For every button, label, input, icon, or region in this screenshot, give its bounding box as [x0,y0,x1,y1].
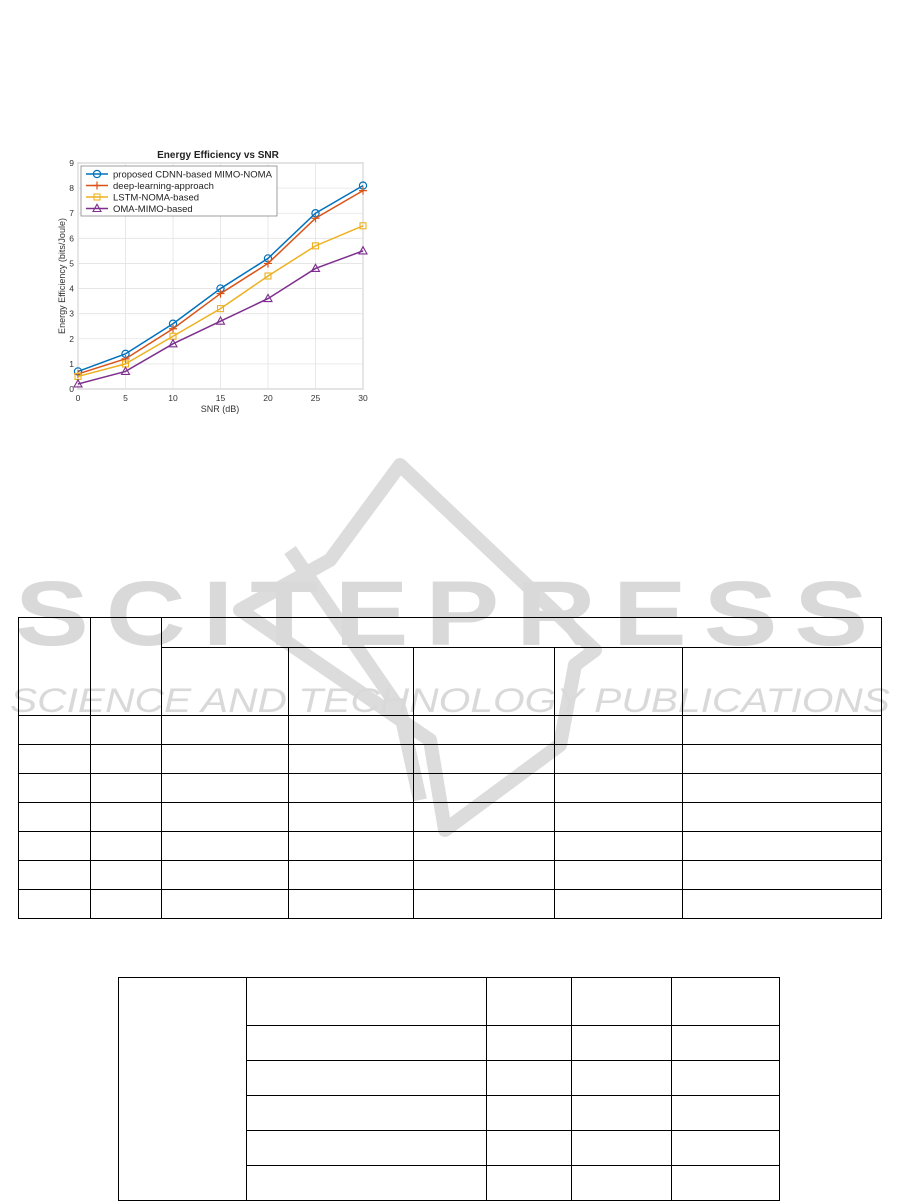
table-label-cell [119,978,247,1201]
table-cell [90,832,161,861]
table-cell [246,1096,487,1131]
table-header-cell [90,618,161,716]
table-row [19,774,882,803]
table-cell [161,832,288,861]
x-tick-label: 20 [263,393,273,403]
table-cell [90,803,161,832]
table-cell [572,1026,672,1061]
table-cell [19,890,91,919]
watermark-title: SCITEPRESS [15,563,885,665]
table-cell [683,832,882,861]
table-cell [672,1131,780,1166]
x-tick-label: 0 [75,393,81,403]
watermark-subtitle: SCIENCE AND TECHNOLOGY PUBLICATIONS [10,682,891,720]
table-cell [555,716,683,745]
table-header-cell [555,648,683,716]
table-row [19,861,882,890]
legend-label: OMA-MIMO-based [113,204,193,215]
table-header-row [19,618,882,648]
table-cell [683,861,882,890]
table-cell [161,716,288,745]
table-cell [288,803,413,832]
y-tick-label: 8 [69,183,74,194]
table-cell [555,774,683,803]
table-cell [683,716,882,745]
table-cell [90,861,161,890]
y-tick-label: 5 [69,258,74,269]
table-cell [487,1061,572,1096]
table-cell [487,1166,572,1201]
table-row [119,978,780,1026]
table-header-cell [572,978,672,1026]
table-cell [683,803,882,832]
table-cell [90,774,161,803]
y-tick-label: 2 [69,333,74,344]
table-cell [288,745,413,774]
table-cell [161,803,288,832]
results-table [18,617,882,919]
chart-title: Energy Efficiency vs SNR [157,150,279,161]
table-cell [19,774,91,803]
table-cell [288,890,413,919]
table-cell [487,1096,572,1131]
table-cell [161,745,288,774]
table-cell [683,774,882,803]
comparison-table [118,977,780,1201]
table-cell [90,716,161,745]
table-cell [246,1061,487,1096]
table-cell [413,774,555,803]
table-header-cell [487,978,572,1026]
y-tick-label: 6 [69,233,74,244]
table-row [19,890,882,919]
table-cell [672,1026,780,1061]
table-cell [161,774,288,803]
table-cell [672,1096,780,1131]
x-tick-label: 30 [358,393,368,403]
table-header-cell [19,618,91,716]
table-cell [413,716,555,745]
y-axis-label: Energy Efficiency (bits/Joule) [57,218,67,334]
table-header-group-cell [161,618,881,648]
table-cell [555,745,683,774]
table-cell [246,1166,487,1201]
table-cell [487,1026,572,1061]
legend-label: LSTM-NOMA-based [113,192,200,204]
table-cell [555,890,683,919]
x-tick-label: 5 [123,393,128,403]
table-cell [572,1131,672,1166]
table-row [19,832,882,861]
table-cell [288,832,413,861]
y-tick-label: 9 [69,158,74,168]
x-tick-label: 25 [310,393,321,403]
table-cell [19,803,91,832]
x-tick-label: 10 [168,393,178,403]
x-tick-label: 15 [215,393,226,403]
table-cell [19,832,91,861]
legend-label: proposed CDNN-based MIMO-NOMA [113,169,272,181]
energy-efficiency-chart [28,140,400,422]
table-cell [413,803,555,832]
table-cell [683,745,882,774]
y-tick-label: 4 [69,283,74,294]
table-cell [90,745,161,774]
table-cell [288,861,413,890]
table-header-cell [413,648,555,716]
table-cell [161,890,288,919]
table-header-cell [672,978,780,1026]
table-cell [413,861,555,890]
y-tick-label: 1 [69,358,74,369]
table-cell [572,1061,672,1096]
y-tick-label: 0 [69,384,74,394]
table-cell [555,803,683,832]
table-cell [487,1131,572,1166]
x-axis-label: SNR (dB) [200,404,240,414]
table-header-cell [288,648,413,716]
table-cell [413,890,555,919]
table-cell [413,745,555,774]
table-cell [555,832,683,861]
table-cell [683,890,882,919]
table-cell [19,716,91,745]
y-tick-label: 3 [69,308,74,319]
table-header-cell [683,648,882,716]
table-cell [413,832,555,861]
table-cell [288,774,413,803]
table-row [19,716,882,745]
table-cell [572,1166,672,1201]
energy-efficiency-figure [28,140,400,422]
table-cell [161,861,288,890]
table-header-cell [161,648,288,716]
table-cell [90,890,161,919]
table-cell [288,716,413,745]
table-cell [672,1166,780,1201]
legend [81,166,277,216]
table-cell [19,861,91,890]
legend-label: deep-learning-approach [113,181,214,192]
table-cell [555,861,683,890]
table-row [19,803,882,832]
table-cell [672,1061,780,1096]
table-row [19,745,882,774]
table-cell [572,1096,672,1131]
table-header-cell [246,978,487,1026]
table-cell [246,1131,487,1166]
table-cell [19,745,91,774]
table-cell [246,1026,487,1061]
y-tick-label: 7 [69,208,74,219]
